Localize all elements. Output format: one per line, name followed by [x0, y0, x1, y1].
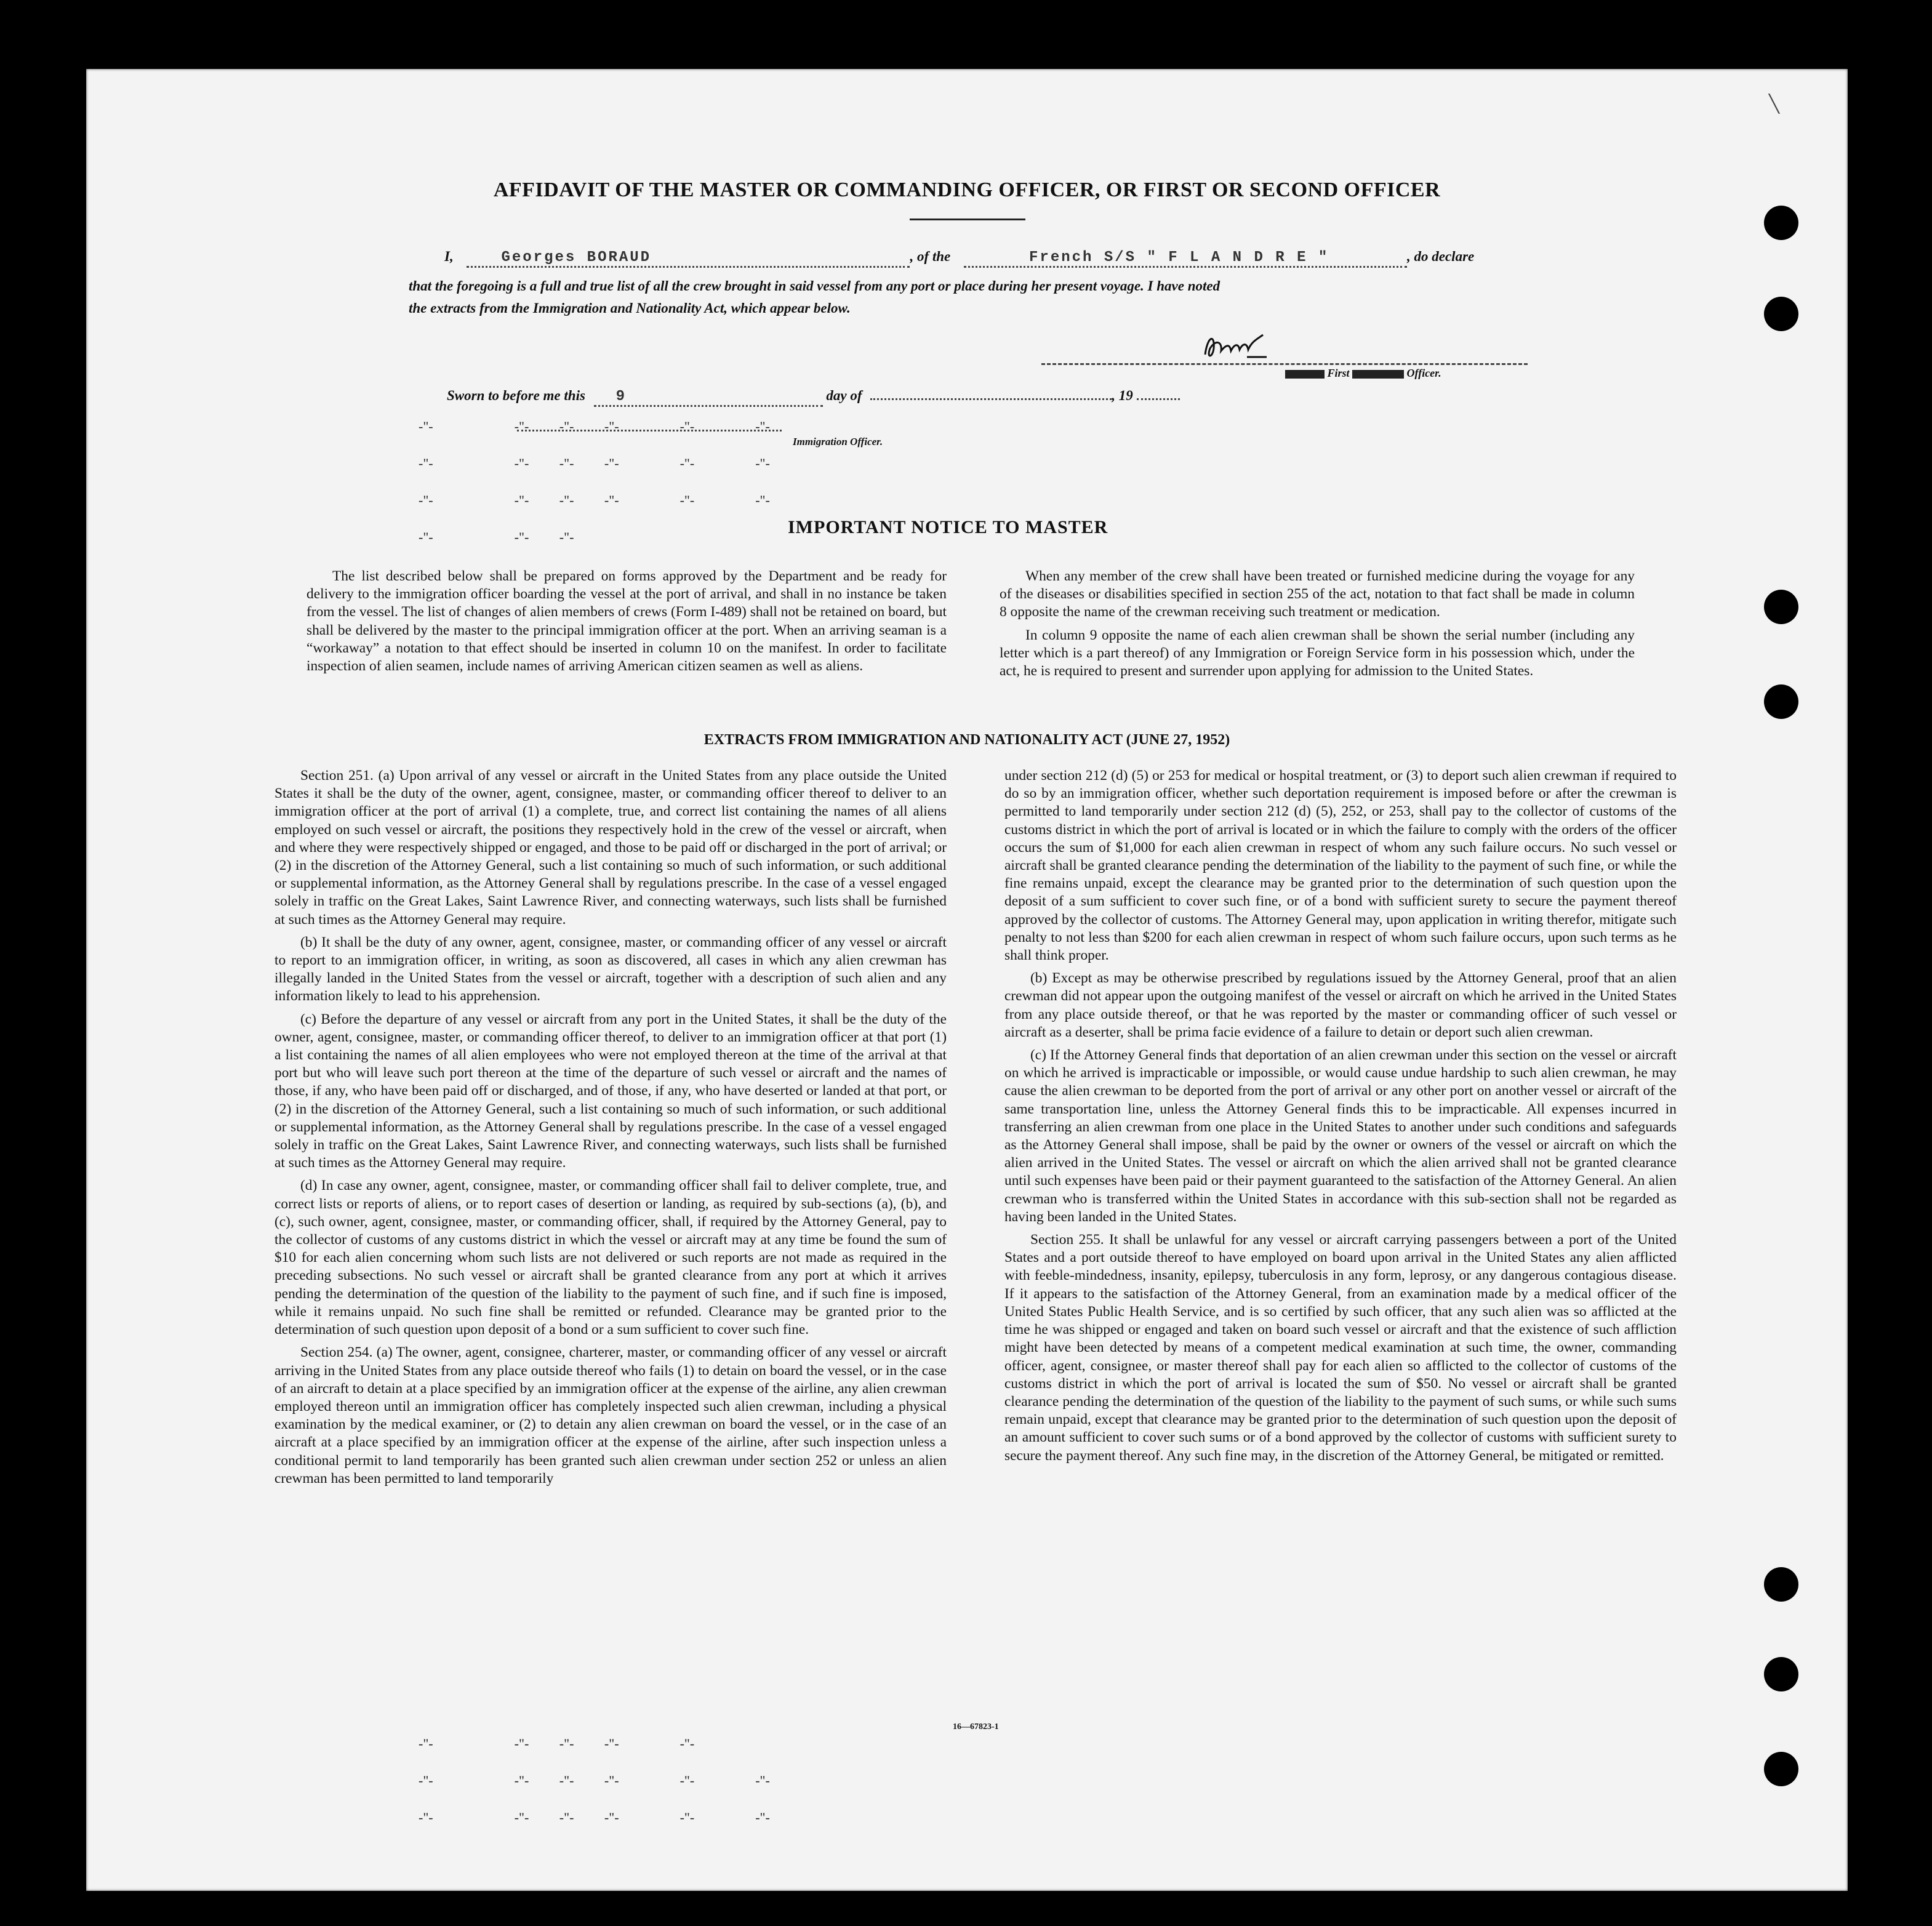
section-251-d: (d) In case any owner, agent, consignee, master, or commanding officer shall fail to deliver complete, true, and correct lists or reports of aliens, or to report cases of desertion or landing, as required by sub-sections (a), (b), and (c), such owner, agent, consignee, master, or commanding officer, shall, if required by the Attorney General, pay to the collector of customs of any customs district in which the vessel or aircraft may at any time be found the sum of $10 for each alien concerning whom such lists are not delivered or such reports are not made as required in the preceding subsections. No such vessel or aircraft shall be granted clearance from any port at which it arrives pending the determination of the question of the liability to the payment of such fine, and if such fine is imposed, while it remains unpaid. No such fine shall be remitted or refunded. Clearance may be granted prior to the determination of such question upon deposit of a bond or a sum sufficient to cover such fine.	[275, 1178, 947, 1338]
do-declare-label: , do declare	[1407, 249, 1475, 264]
corner-mark: ╲	[1769, 95, 1779, 114]
punch-hole	[1764, 1657, 1798, 1691]
affidavit-prefix: I,	[444, 249, 454, 264]
ditto-row: -"- -"- -"- -"- -"- -"-	[419, 1810, 770, 1825]
sworn-line	[447, 388, 1180, 407]
ditto-row: -"- -"- -"- -"- -"- -"-	[419, 455, 770, 471]
document-title: AFFIDAVIT OF THE MASTER OR COMMANDING OFFICER, OR FIRST OR SECOND OFFICER	[493, 179, 1441, 201]
section-255: Section 255. It shall be unlawful for any vessel or aircraft carrying passengers between a port of the United States and a port outside thereof to have employed on board upon arrival in the United States any alien afflicted with feeble-mindedness, insanity, epilepsy, tuberculosis in any form, leprosy, or any dangerous contagious disease. If it appears to the satisfaction of the Attorney General, from an examination made by a medical officer of the United States Public Health Service, and is so certified by such officer, that any such alien was so afflicted at the time he was shipped or engaged and taken on board such vessel or aircraft and that the existence of such affliction might have been detected by means of a competent medical examination at such time, the owner, commanding officer, agent, consignee, or master thereof shall pay for each alien so afflicted to the collector of customs of the customs district in which the port of arrival is located the sum of $50. No vessel or aircraft shall be granted clearance pending the determination of the question of the liability to the payment of such sums, or while such sums remain unpaid, except that clearance may be granted prior to the determination of such question upon the deposit of an amount sufficient to cover such sums or of a bond approved by the collector of customs with sufficient surety to secure the payment thereof. Any such fine may, in the discretion of the Attorney General, be mitigated or remitted.	[1004, 1232, 1677, 1464]
title-rule	[910, 219, 1025, 220]
notice-right-column	[1000, 568, 1635, 685]
officer-rank: First	[1327, 367, 1350, 379]
affidavit-line-1	[444, 249, 1474, 268]
affidavit-statement-2: the extracts from the Immigration and Nationality Act, which appear below.	[409, 300, 851, 316]
immigration-officer-caption: Immigration Officer.	[793, 436, 883, 447]
punch-hole	[1764, 1752, 1798, 1786]
vessel-name: French S/S " F L A N D R E "	[1029, 249, 1329, 266]
sworn-month-field	[870, 398, 1112, 400]
section-251-a: Section 251. (a) Upon arrival of any vessel or aircraft in the United States from any place outside the United States it shall be the duty of the owner, agent, consignee, master, or commanding officer thereof to deliver to an immigration officer at the port of arrival (1) a complete, true, and correct list containing the names of all aliens employed on such vessel or aircraft, the positions they respectively hold in the crew of the vessel or aircraft, when and where they were respectively shipped or engaged, and those to be paid off or discharged in the port of arrival; or (2) in the discretion of the Attorney General, such a list containing so much of such information, or such additional or supplemental information, as the Attorney General shall by regulations prescribe. In the case of a vessel engaged solely in traffic on the Great Lakes, Saint Lawrence River, and connecting waterways, such lists shall be furnished at such times as the Attorney General may require.	[275, 768, 947, 928]
of-the-label: , of the	[910, 249, 951, 264]
section-254-a-continued: under section 212 (d) (5) or 253 for medical or hospital treatment, or (3) to deport such alien crewman if required to do so by an immigration officer, whether such deportation requirement is imposed before or after the crewman is permitted to land temporarily under section 212 (d) (5), 252, or 253, shall pay to the collector of customs of the customs district in which the port of arrival is located or in which the failure to comply with the orders of the officer occurs the sum of $1,000 for each alien crewman in respect of whom any such failure occurs. No such vessel or aircraft shall be granted clearance pending the determination of the liability to the payment of such fine, or while the fine remains unpaid, except the clearance may be granted prior to the determination of such question upon the deposit of a sum sufficient to cover such fine, or of a bond with sufficient surety to secure the payment thereof approved by the collector of customs. The Attorney General may, upon application in writing therefor, mitigate such penalty to not less than $200 for each alien crewman in respect of whom such failure occurs, upon such terms as he shall think proper.	[1004, 768, 1677, 964]
sworn-day-field	[594, 388, 823, 407]
officer-caption	[1285, 367, 1441, 380]
redaction-mark	[1285, 370, 1325, 379]
sworn-day-label: day of	[826, 388, 862, 403]
notice-right-paragraph-2: In column 9 opposite the name of each alien crewman shall be shown the serial number (including any letter which is a part thereof) of any Immigration or Foreign Service form in his possession which, under the act, he is required to present and surrender upon applying for admission to the United States.	[1000, 627, 1635, 680]
section-254-c: (c) If the Attorney General finds that deportation of an alien crewman under this section on the vessel or aircraft on which he arrived is impracticable or impossible, or would cause undue hardship to such alien crewman, he may cause the alien crewman to be deported from the port of arrival or any other port on another vessel or aircraft of the same transportation line, unless the Attorney General finds this to be impracticable. All expenses incurred in transferring an alien crewman from one place in the United States to another under such conditions and safeguards as the Attorney General shall impose, shall be paid by the owner or owners of the vessel or aircraft on which the alien arrived in the United States. The vessel or aircraft on which the alien arrived shall not be granted clearance until such expenses have been paid or their payment guaranteed to the satisfaction of the Attorney General. An alien crewman who is transferred within the United States in accordance with this sub-section shall not be regarded as having been landed in the United States.	[1004, 1047, 1677, 1225]
sworn-day-value: 9	[615, 388, 627, 405]
ditto-row: -"- -"- -"- -"- -"- -"-	[419, 419, 770, 434]
punch-hole	[1764, 590, 1798, 624]
redaction-mark	[1352, 370, 1404, 379]
ditto-row: -"- -"- -"- -"- -"-	[419, 1736, 695, 1751]
ditto-row: -"- -"- -"- -"- -"- -"-	[419, 1773, 770, 1788]
section-254-a: Section 254. (a) The owner, agent, consignee, charterer, master, or commanding officer of any vessel or aircraft arriving in the United States from any place outside thereof who fails (1) to detain on board the vessel, or in the case of an aircraft to detain at a place specified by an immigration officer at the expense of the airline, any alien crewman employed thereon until an immigration officer has completely inspected such alien crewman, including a physical examination by the medical examiner, or (2) to detain any alien crewman on board the vessel, or in the case of an aircraft at a place specified by an immigration officer at the expense of the airline, after such inspection unless a conditional permit to land temporarily has been granted such alien crewman under section 252 or unless an alien crewman has been permitted to land temporarily	[275, 1344, 947, 1487]
document-page	[86, 69, 1848, 1891]
sworn-year-label: , 19	[1112, 388, 1133, 403]
officer-suffix: Officer.	[1406, 367, 1441, 379]
ditto-row: -"- -"- -"-	[419, 529, 574, 545]
punch-hole	[1764, 297, 1798, 331]
notice-title: IMPORTANT NOTICE TO MASTER	[788, 517, 1108, 537]
ditto-row: -"- -"- -"- -"- -"- -"-	[419, 492, 770, 508]
vessel-field	[964, 249, 1407, 268]
notice-right-paragraph-1: When any member of the crew shall have been treated or furnished medicine during the voyage for any of the diseases or disabilities specified in section 255 of the act, notation to that fact shall be made in column 8 opposite the name of the crewman receiving such treatment or medication.	[1000, 568, 1635, 620]
section-251-b: (b) It shall be the duty of any owner, agent, consignee, master, or commanding officer of any vessel or aircraft to report to an immigration officer, in writing, as soon as discovered, all cases in which any alien crewman has illegally landed in the United States from the vessel or aircraft, together with a description of such alien and any information likely to lead to his apprehension.	[275, 934, 947, 1005]
punch-hole	[1764, 1567, 1798, 1602]
officer-signature	[1201, 330, 1269, 362]
form-number: 16—67823-1	[953, 1722, 999, 1731]
master-name-field	[467, 249, 910, 268]
extracts-title: EXTRACTS FROM IMMIGRATION AND NATIONALITY ACT (JUNE 27, 1952)	[703, 732, 1230, 748]
punch-hole	[1764, 206, 1798, 240]
punch-hole	[1764, 684, 1798, 719]
sworn-prefix: Sworn to before me this	[447, 388, 585, 403]
sworn-year-field	[1137, 398, 1180, 400]
affidavit-statement-1: that the foregoing is a full and true list of all the crew brought in said vessel from any port or place during her present voyage. I have noted	[409, 278, 1221, 294]
notice-left-text: The list described below shall be prepared on forms approved by the Department and be ready for delivery to the immigration officer boarding the vessel at the port of arrival, and shall in no instance be taken from the vessel. The list of changes of alien members of crews (Form I-489) shall not be retained on board, but shall be delivered by the master to the principal immigration officer at the port. When an arriving seaman is a “workaway” a notation to that effect should be inserted in column 10 on the manifest. In order to facilitate inspection of alien seamen, include names of arriving American citizen seamen as well as aliens.	[307, 568, 947, 675]
section-254-b: (b) Except as may be otherwise prescribed by regulations issued by the Attorney General, proof that an alien crewman did not appear upon the outgoing manifest of the vessel or aircraft on which he arrived in the United States from any place outside thereof, or that he was reported by the master or commanding officer of such vessel or aircraft as a deserter, shall be prima facie evidence of a failure to detain or deport such alien crewman.	[1004, 970, 1677, 1040]
officer-signature-line	[1041, 363, 1528, 365]
master-name: Georges BORAUD	[501, 249, 652, 266]
extracts-left-column	[275, 767, 947, 1493]
section-251-c: (c) Before the departure of any vessel or aircraft from any port in the United States, it shall be the duty of the owner, agent, consignee, master, or commanding officer thereof, to deliver to an immigration officer at that port (1) a list containing the names of all alien employees who were not employed thereon at the time of the arrival at that port but who will leave such port thereon at the time of the departure of such vessel or aircraft and the names of those, if any, who have been paid off or discharged, and of those, if any, who have deserted or landed at that port, or (2) in the discretion of the Attorney General, such a list containing so much of such information, or such additional or supplemental information, as the Attorney General shall by regulations prescribe. In the case of a vessel engaged solely in traffic on the Great Lakes, Saint Lawrence River, and connecting waterways, such lists shall be furnished at such times as the Attorney General may require.	[275, 1011, 947, 1171]
extracts-right-column	[1004, 767, 1677, 1470]
notice-left-column	[307, 568, 947, 680]
